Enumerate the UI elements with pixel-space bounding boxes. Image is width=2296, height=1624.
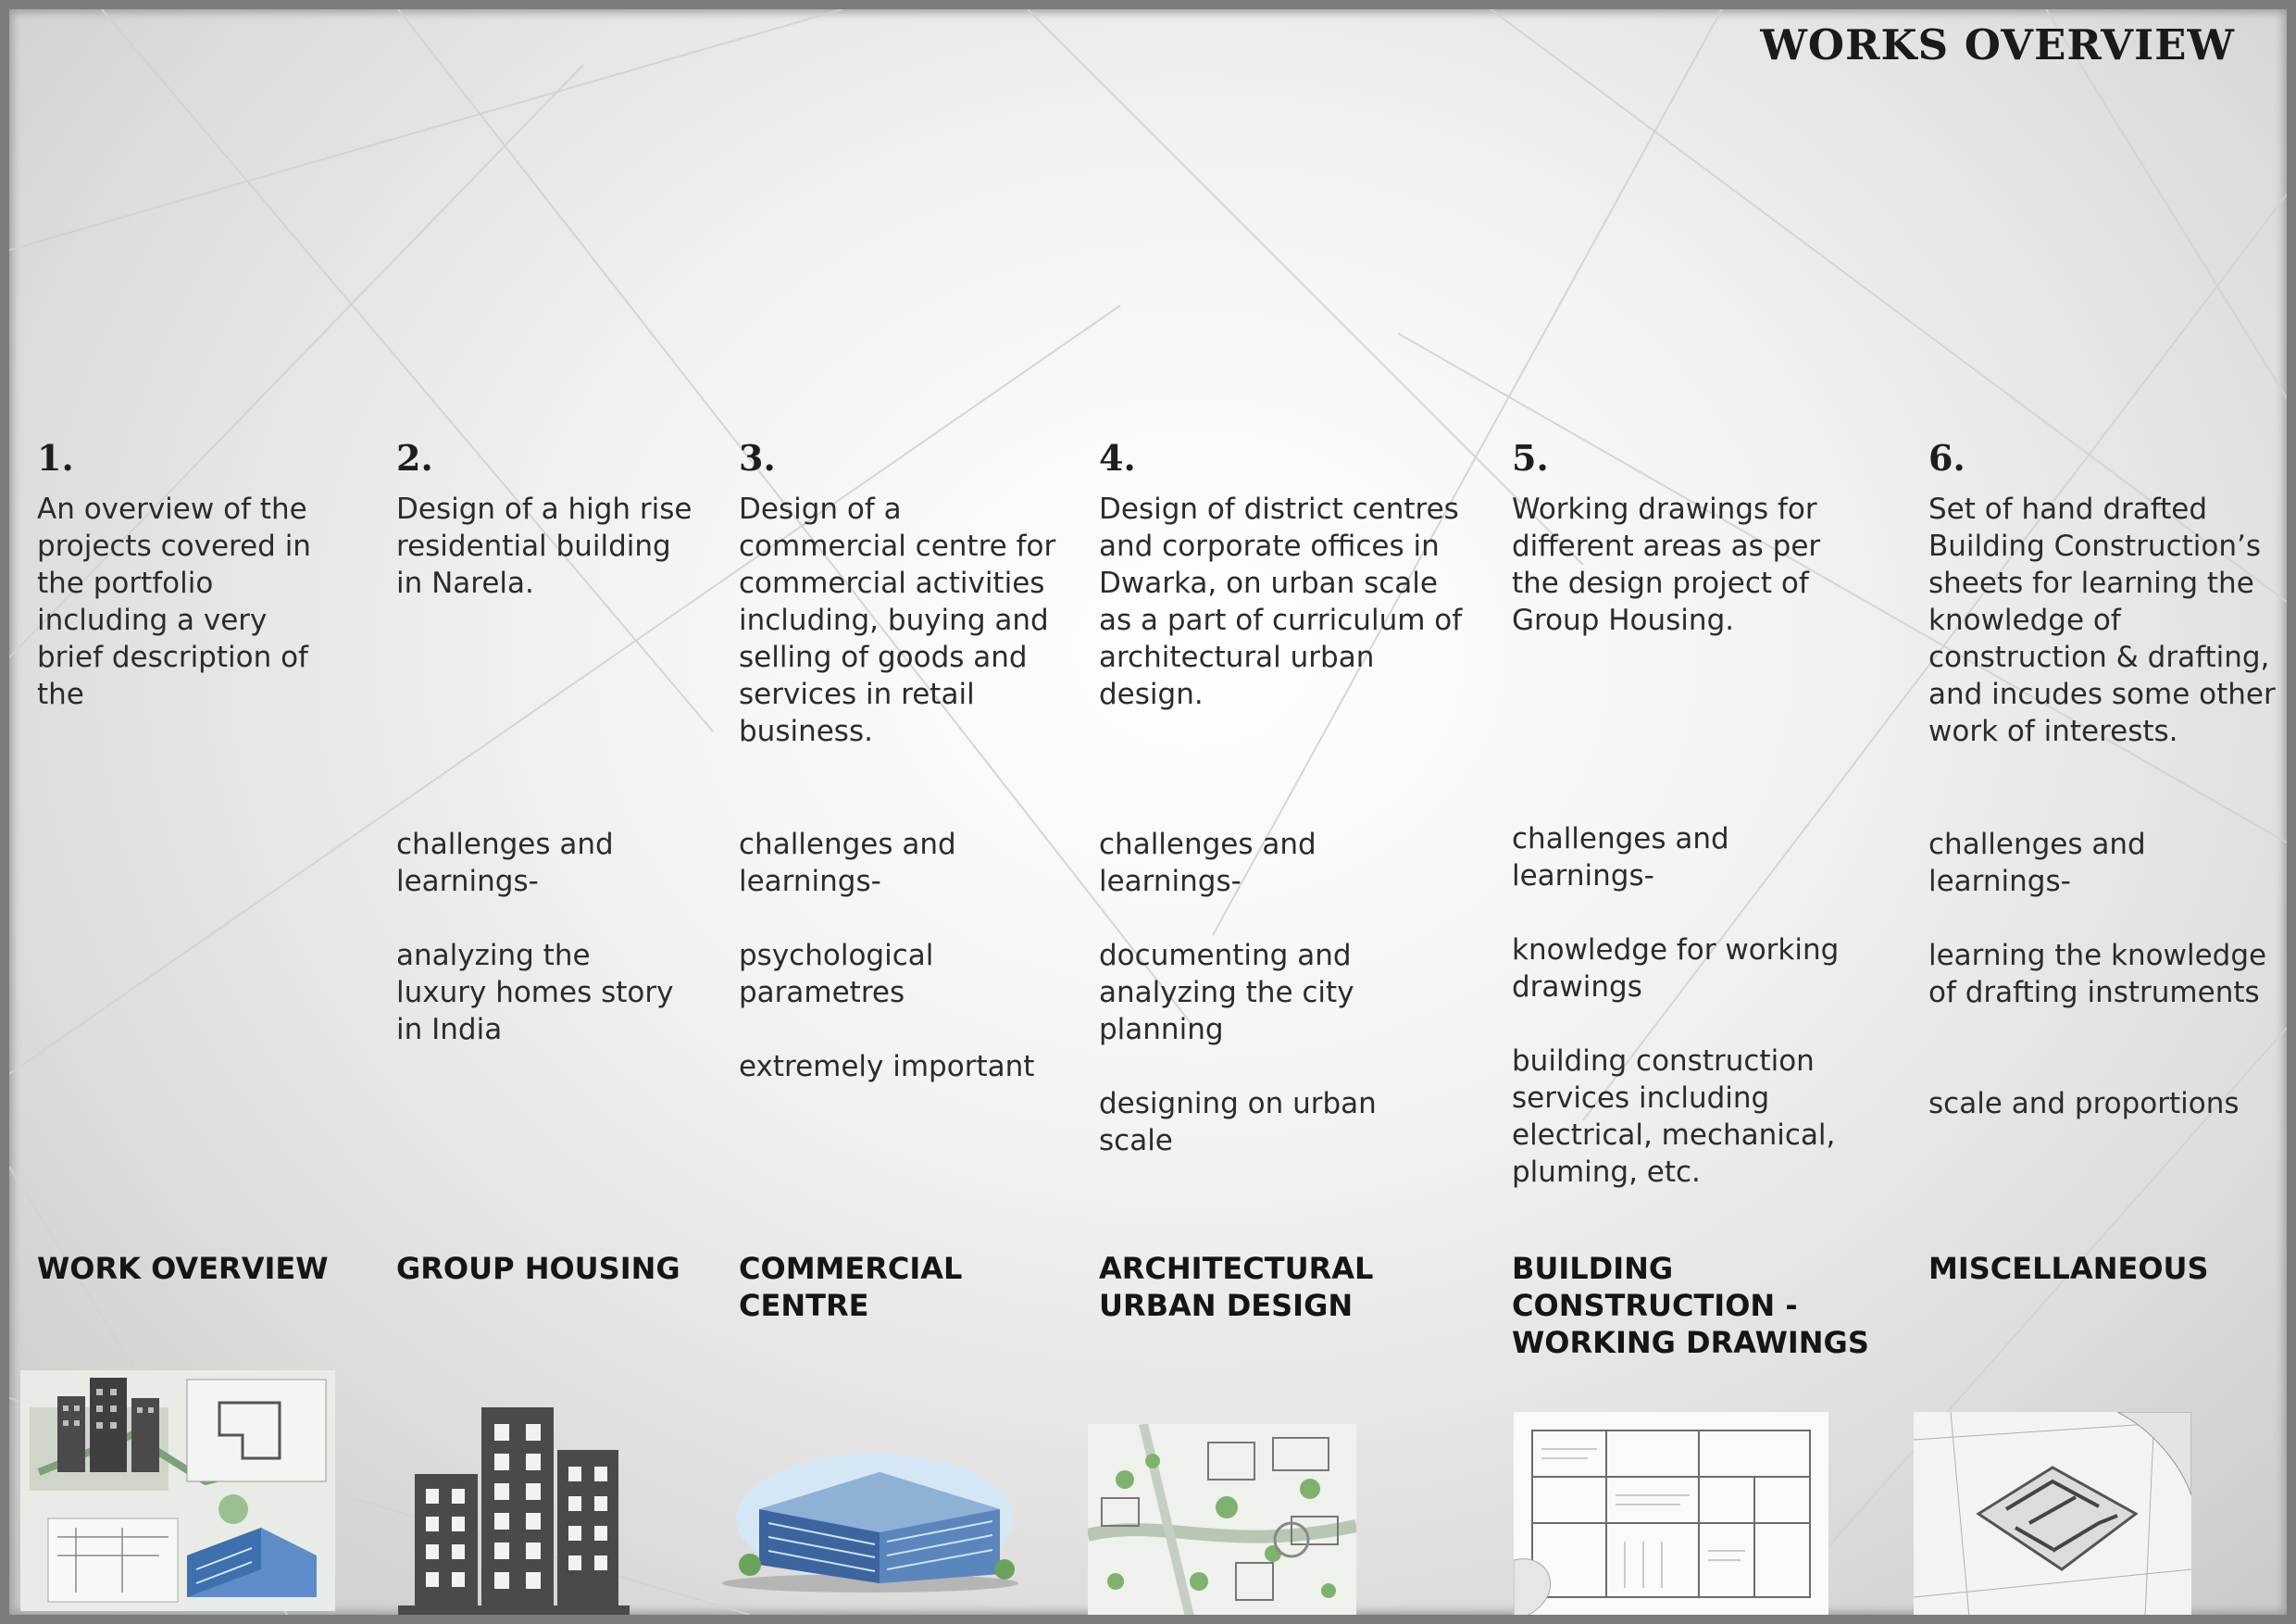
challenges-heading: challenges and learnings- — [1099, 828, 1316, 898]
building-icon — [398, 1407, 630, 1622]
section-number: 4. — [1099, 437, 1136, 479]
section-category: WORK OVERVIEW — [37, 1251, 329, 1286]
office-building-image — [722, 1435, 1018, 1593]
section-category: BUILDING CONSTRUCTION - WORKING DRAWINGS — [1512, 1251, 1869, 1360]
challenges-heading: challenges and learnings- — [1928, 828, 2146, 898]
learning-point: documenting and analyzing the city planning — [1099, 939, 1354, 1046]
blueprint-drawings-image — [1514, 1412, 1828, 1618]
learning-point: psychological parametres — [739, 939, 934, 1009]
floorplan-model-image — [1914, 1412, 2191, 1618]
learning-point: extremely important — [739, 1050, 1035, 1083]
section-number: 6. — [1928, 437, 1965, 479]
section-description: Design of district centres and corporate offices in Dwarka, on urban scale as a part of curriculum of architectural urban design. — [1099, 493, 1463, 711]
learning-point: learning the knowledge of drafting instruments — [1928, 939, 2267, 1009]
site-plan-image — [1088, 1424, 1356, 1617]
section-number: 1. — [37, 437, 74, 479]
learning-point: scale and proportions — [1928, 1087, 2240, 1120]
learning-point: designing on urban scale — [1099, 1087, 1377, 1157]
challenges-heading: challenges and learnings- — [1512, 822, 1729, 893]
page-title: WORKS OVERVIEW — [1760, 20, 2235, 69]
section-category: ARCHITECTURAL URBAN DESIGN — [1099, 1251, 1374, 1323]
background-pattern — [9, 9, 2287, 1615]
section-description: Design of a high rise residential building in Narela. — [396, 493, 693, 600]
section-category: GROUP HOUSING — [396, 1251, 680, 1286]
learning-point: knowledge for working drawings — [1512, 933, 1840, 1004]
section-description: Set of hand drafted Building Construction’s sheets for learning the knowledge of construction & drafting, and incudes some other work of interests. — [1928, 493, 2276, 748]
learning-point: building construction services including electrical, mechanical, pluming, etc. — [1512, 1044, 1836, 1189]
challenges-heading: challenges and learnings- — [739, 828, 956, 898]
portfolio-collage-image — [20, 1370, 335, 1611]
section-description: Working drawings for different areas as per the design project of Group Housing. — [1512, 493, 1821, 637]
section-description: Design of a commercial centre for commercial activities including, buying and selling of goods and services in retail business. — [739, 493, 1056, 748]
section-description: An overview of the projects covered in the portfolio including a very brief description of the — [37, 493, 311, 711]
section-number: 5. — [1512, 437, 1549, 479]
section-number: 2. — [396, 437, 433, 479]
section-category: MISCELLANEOUS — [1928, 1251, 2209, 1286]
learning-point: analyzing the luxury homes story in India — [396, 939, 674, 1046]
section-number: 3. — [739, 437, 776, 479]
challenges-heading: challenges and learnings- — [396, 828, 614, 898]
section-category: COMMERCIAL CENTRE — [739, 1251, 963, 1323]
